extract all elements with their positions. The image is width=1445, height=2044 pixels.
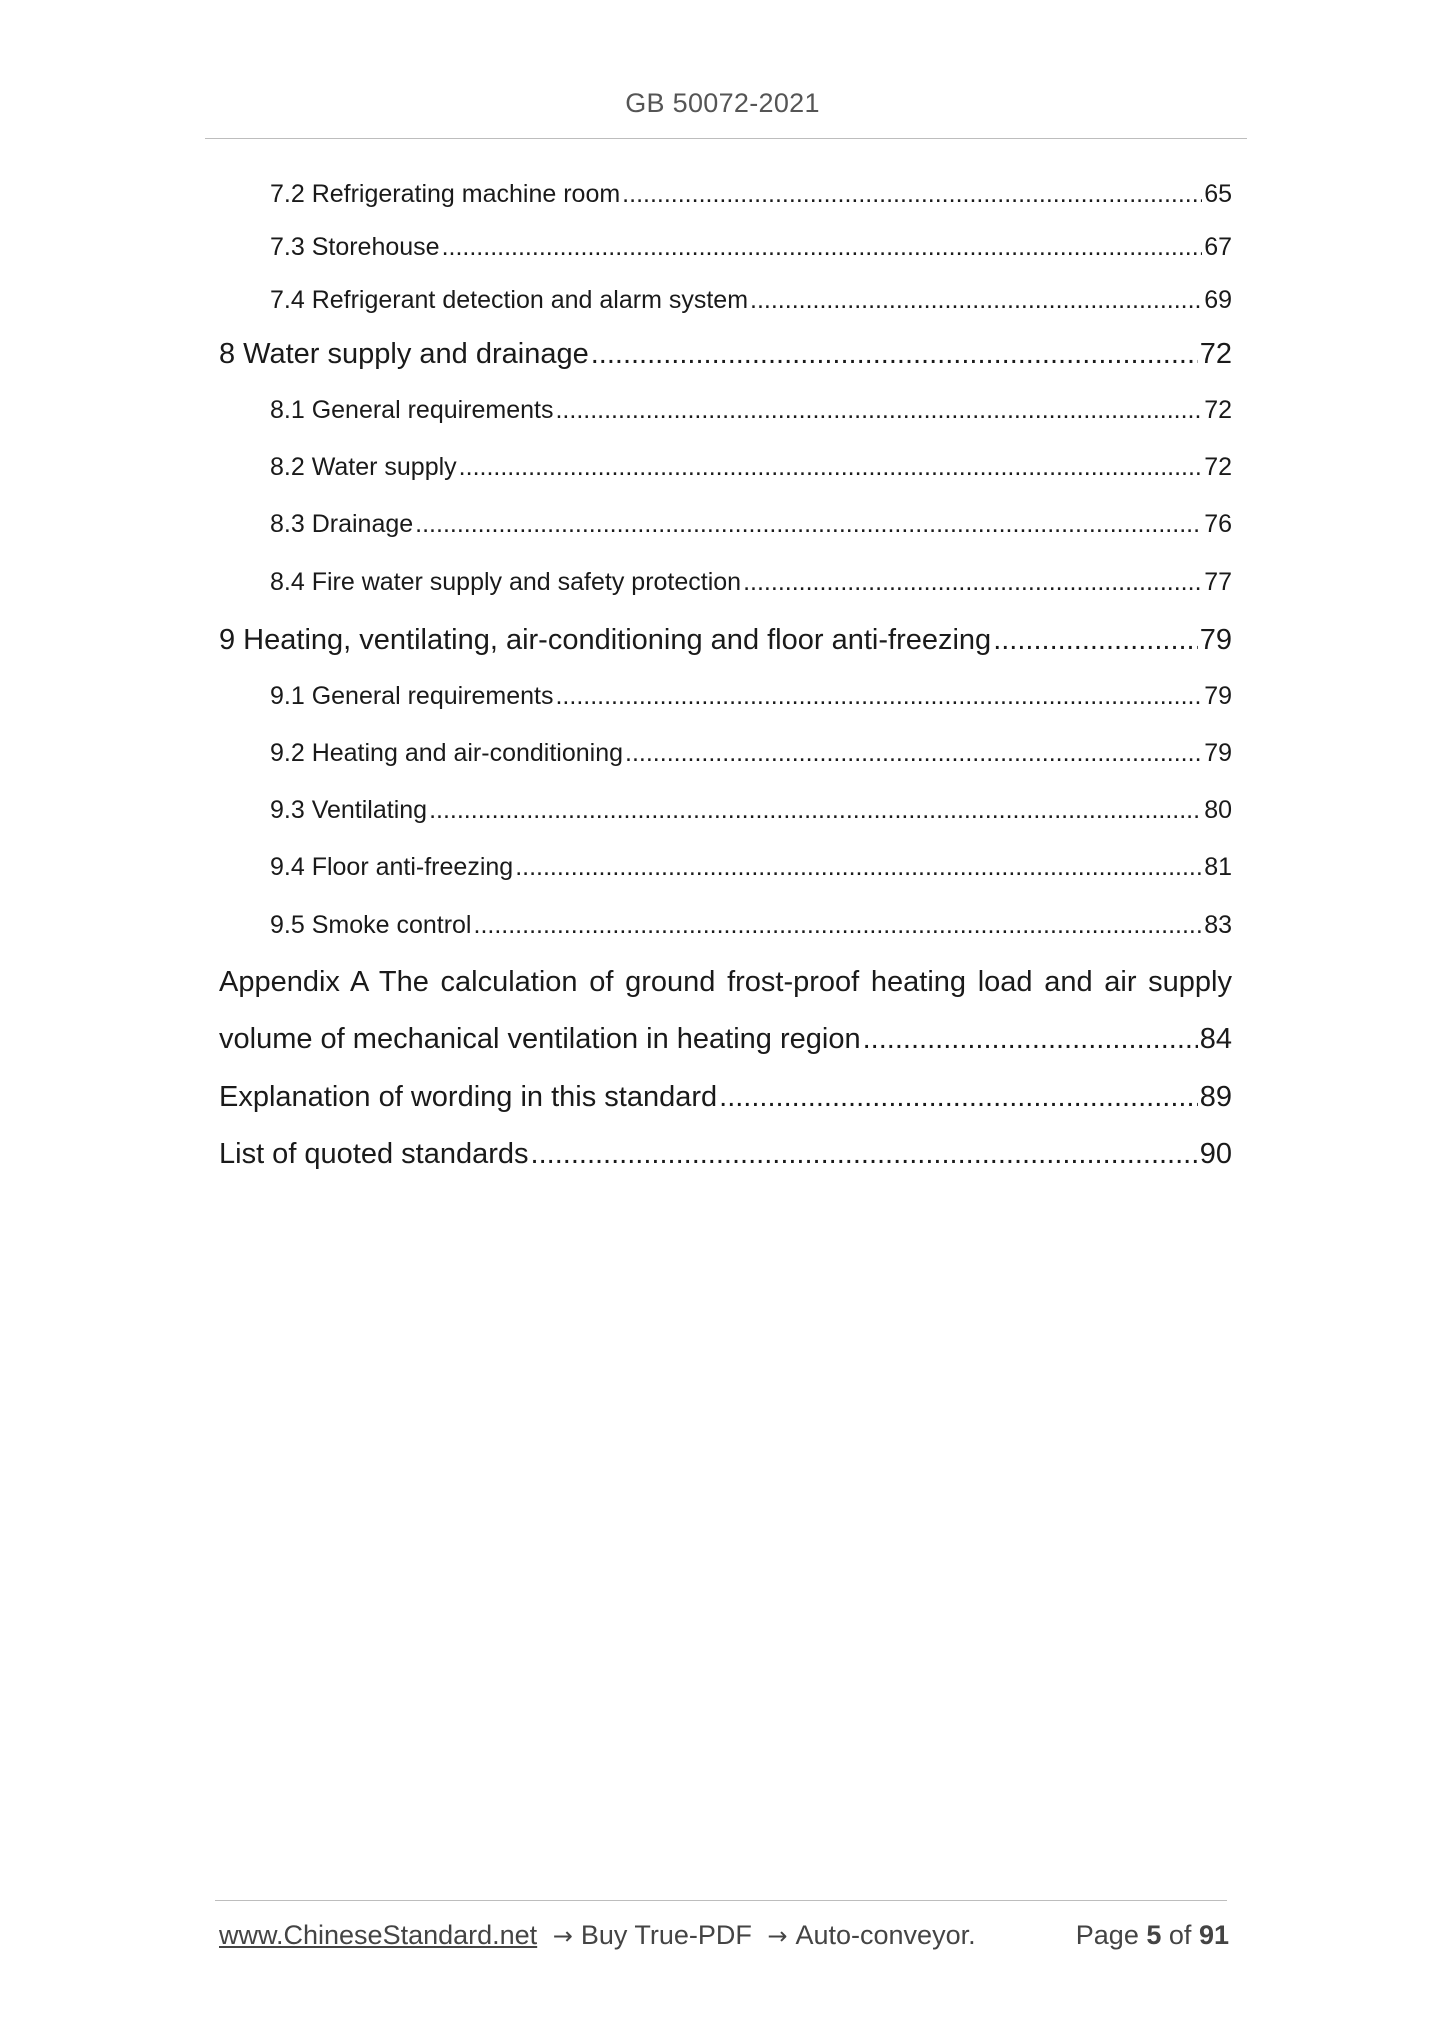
footer-conveyor-text: Auto-conveyor. bbox=[795, 1920, 976, 1950]
toc-entry-page: 90 bbox=[1199, 1138, 1232, 1170]
toc-entry-page: 84 bbox=[1199, 1023, 1232, 1055]
toc-entry-8-3[interactable] bbox=[270, 510, 1232, 539]
toc-dot-leader bbox=[442, 233, 1203, 262]
toc-dot-leader bbox=[719, 1081, 1198, 1114]
toc-dot-leader bbox=[743, 568, 1202, 597]
toc-entry-page: 79 bbox=[1204, 739, 1232, 767]
toc-entry-page: 65 bbox=[1204, 180, 1232, 208]
toc-dot-leader bbox=[474, 911, 1203, 940]
footer-buy-text: Buy True-PDF bbox=[580, 1920, 752, 1950]
toc-dot-leader bbox=[555, 682, 1202, 711]
page-label: Page bbox=[1075, 1920, 1139, 1950]
toc-entry-label: 8 Water supply and drainage bbox=[219, 338, 589, 370]
toc-entry-9-5[interactable] bbox=[270, 911, 1232, 940]
page-total: 91 bbox=[1198, 1920, 1229, 1950]
arrow-right-icon: → bbox=[552, 1922, 573, 1950]
page-number-info bbox=[1076, 1920, 1229, 1951]
document-header-id: GB 50072-2021 bbox=[625, 88, 820, 118]
toc-entry-label: 9.3 Ventilating bbox=[270, 796, 428, 824]
footer-left bbox=[219, 1920, 976, 1951]
toc-entry-page: 81 bbox=[1204, 853, 1232, 881]
toc-entry-label: 7.2 Refrigerating machine room bbox=[270, 180, 621, 208]
toc-entry-page: 69 bbox=[1204, 286, 1232, 314]
page-of-label: of bbox=[1168, 1920, 1192, 1950]
toc-entry-7-3[interactable] bbox=[270, 233, 1232, 262]
toc-entry-7-4[interactable] bbox=[270, 286, 1232, 315]
toc-entry-label: 8.1 General requirements bbox=[270, 396, 554, 424]
toc-entry-9[interactable] bbox=[219, 624, 1232, 657]
toc-dot-leader bbox=[993, 624, 1198, 657]
toc-dot-leader bbox=[750, 286, 1202, 315]
toc-entry-page: 77 bbox=[1204, 568, 1232, 596]
page-current: 5 bbox=[1146, 1920, 1162, 1950]
toc-dot-leader bbox=[515, 853, 1202, 882]
toc-entry-label: 8.4 Fire water supply and safety protection bbox=[270, 568, 742, 596]
toc-entry-label: volume of mechanical ventilation in heating region bbox=[219, 1023, 861, 1055]
toc-entry-label: List of quoted standards bbox=[219, 1138, 529, 1170]
toc-entry-8-4[interactable] bbox=[270, 568, 1232, 597]
toc-entry-7-2[interactable] bbox=[270, 180, 1232, 209]
toc-entry-9-4[interactable] bbox=[270, 853, 1232, 882]
toc-entry-8-2[interactable] bbox=[270, 453, 1232, 482]
toc-dot-leader bbox=[625, 739, 1202, 768]
toc-entry-label: Appendix A The calculation of ground frost-proof heating load and air supply bbox=[219, 966, 1232, 998]
toc-entry-page: 72 bbox=[1204, 396, 1232, 424]
toc-entry-page: 89 bbox=[1199, 1081, 1232, 1113]
toc-entry-page: 80 bbox=[1204, 796, 1232, 824]
toc-entry-label: 9 Heating, ventilating, air-conditioning and floor anti-freezing bbox=[219, 624, 992, 656]
toc-entry-8[interactable] bbox=[219, 338, 1232, 371]
toc-entry-label: Explanation of wording in this standard bbox=[219, 1081, 718, 1113]
toc-entry-9-3[interactable] bbox=[270, 796, 1232, 825]
toc-entry-quoted-standards[interactable] bbox=[219, 1138, 1232, 1171]
toc-dot-leader bbox=[429, 796, 1202, 825]
site-link[interactable]: www.ChineseStandard.net bbox=[219, 1920, 538, 1950]
toc-entry-explanation[interactable] bbox=[219, 1081, 1232, 1114]
toc-entry-page: 72 bbox=[1204, 453, 1232, 481]
toc-entry-label: 8.2 Water supply bbox=[270, 453, 457, 481]
toc-entry-8-1[interactable] bbox=[270, 396, 1232, 425]
toc-entry-9-1[interactable] bbox=[270, 682, 1232, 711]
header-divider bbox=[205, 138, 1247, 139]
toc-entry-page: 83 bbox=[1204, 911, 1232, 939]
toc-entry-label: 9.5 Smoke control bbox=[270, 911, 472, 939]
toc-dot-leader bbox=[531, 1138, 1198, 1171]
toc-entry-page: 67 bbox=[1204, 233, 1232, 261]
toc-entry-label: 8.3 Drainage bbox=[270, 510, 414, 538]
toc-entry-label: 7.4 Refrigerant detection and alarm system bbox=[270, 286, 749, 314]
toc-entry-page: 72 bbox=[1199, 338, 1232, 370]
toc-entry-label: 9.4 Floor anti-freezing bbox=[270, 853, 514, 881]
arrow-right-icon: → bbox=[767, 1922, 788, 1950]
toc-entry-appendix-a-line2[interactable] bbox=[219, 1023, 1232, 1056]
toc-entry-label: 9.1 General requirements bbox=[270, 682, 554, 710]
toc-entry-9-2[interactable] bbox=[270, 739, 1232, 768]
toc-entry-page: 79 bbox=[1204, 682, 1232, 710]
toc-dot-leader bbox=[555, 396, 1202, 425]
toc-entry-label: 9.2 Heating and air-conditioning bbox=[270, 739, 624, 767]
toc-entry-label: 7.3 Storehouse bbox=[270, 233, 440, 261]
toc-dot-leader bbox=[415, 510, 1202, 539]
page-footer bbox=[219, 1920, 1229, 1951]
toc-dot-leader bbox=[863, 1023, 1198, 1056]
toc-entry-appendix-a-line1[interactable] bbox=[219, 966, 1232, 999]
footer-divider bbox=[215, 1900, 1227, 1901]
toc-entry-page: 79 bbox=[1199, 624, 1232, 656]
toc-dot-leader bbox=[459, 453, 1203, 482]
toc-dot-leader bbox=[591, 338, 1198, 371]
toc-entry-page: 76 bbox=[1204, 510, 1232, 538]
toc-dot-leader bbox=[622, 180, 1202, 209]
